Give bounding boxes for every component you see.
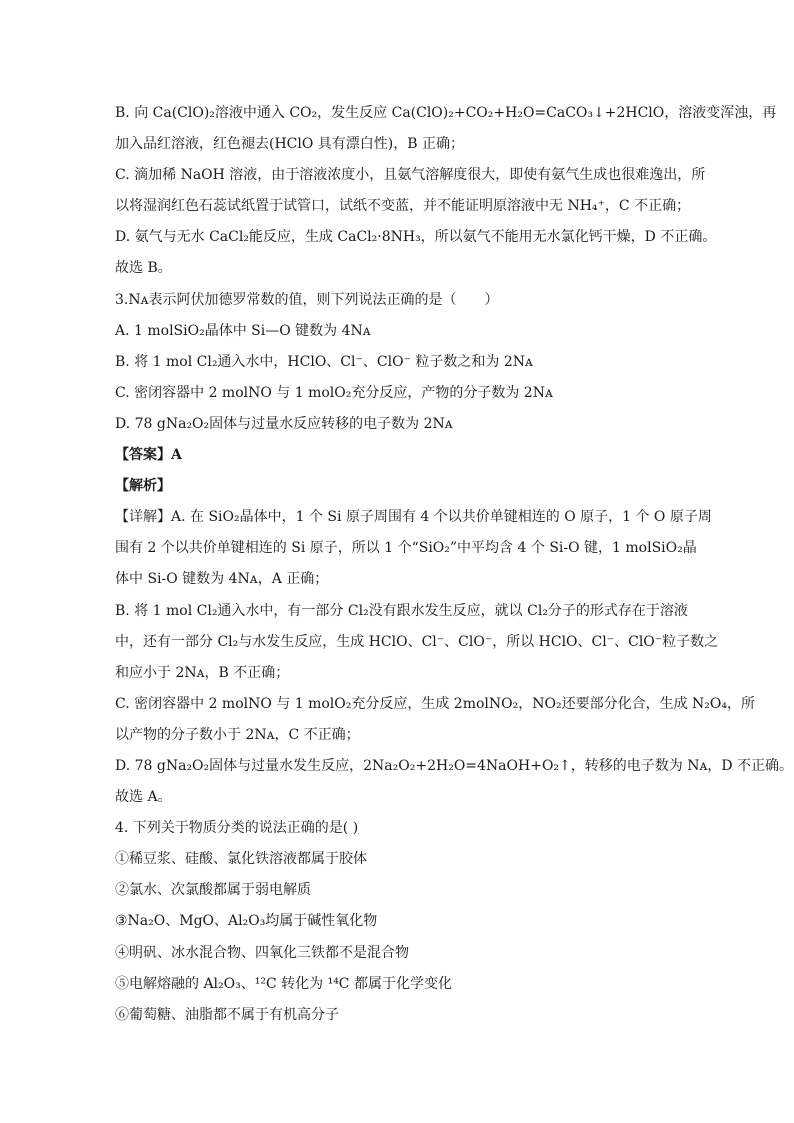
text-line: 以产物的分子数小于 2Nᴀ，C 不正确； — [115, 726, 360, 743]
text-line: B. 向 Ca(ClO)₂溶液中通入 CO₂，发生反应 Ca(ClO)₂+CO₂+H₂O=CaCO₃↓+2HClO，溶液变浑浊，再 — [115, 105, 777, 121]
question-3-option-b: B. 将 1 mol Cl₂通入水中，HClO、Cl⁻、ClO⁻ 粒子数之和为 2Nᴀ — [115, 353, 533, 370]
text-line: 加入品红溶液，红色褪去(HClO 具有漂白性)，B 正确； — [115, 136, 464, 153]
question-4-item-4: ④明矾、冰水混合物、四氧化三铁都不是混合物 — [115, 944, 409, 961]
text-line: B. 将 1 mol Cl₂通入水中，有一部分 Cl₂没有跟水发生反应，就以 Cl₂分子的形式存在于溶液 — [115, 602, 688, 619]
question-4-item-2: ②氯水、次氯酸都属于弱电解质 — [115, 882, 311, 899]
text-line: C. 滴加稀 NaOH 溶液，由于溶液浓度小，且氨气溶解度很大，即使有氨气生成也很难逸出，所 — [115, 167, 706, 184]
question-4-stem: 4. 下列关于物质分类的说法正确的是( ) — [115, 820, 359, 837]
answer-heading: 【答案】A — [115, 447, 182, 464]
question-3-option-c: C. 密闭容器中 2 molNO 与 1 molO₂充分反应，产物的分子数为 2Nᴀ — [115, 384, 553, 401]
question-3-stem: 3.Nᴀ表示阿伏加德罗常数的值，则下列说法正确的是（ ） — [115, 291, 499, 308]
text-line: D. 氨气与无水 CaCl₂能反应，生成 CaCl₂·8NH₃，所以氨气不能用无水氯化钙干燥，D 不正确。 — [115, 229, 717, 246]
question-3-option-a: A. 1 molSiO₂晶体中 Si—O 键数为 4Nᴀ — [115, 322, 371, 339]
analysis-heading: 【解析】 — [115, 478, 171, 495]
text-line: D. 78 gNa₂O₂固体与过量水发生反应，2Na₂O₂+2H₂O=4NaOH+O₂↑，转移的电子数为 Nᴀ，D 不正确。 — [115, 757, 794, 774]
text-line: 故选 B。 — [115, 260, 172, 277]
question-4-item-3: ③Na₂O、MgO、Al₂O₃均属于碱性氧化物 — [115, 913, 378, 930]
question-4-item-6: ⑥葡萄糖、油脂都不属于有机高分子 — [115, 1006, 339, 1023]
question-4-item-5: ⑤电解熔融的 Al₂O₃、¹²C 转化为 ¹⁴C 都属于化学变化 — [115, 975, 452, 992]
text-line: 【详解】A. 在 SiO₂晶体中，1 个 Si 原子周围有 4 个以共价单键相连的 O 原子，1 个 O 原子周 — [115, 509, 712, 526]
text-line: 中，还有一部分 Cl₂与水发生反应，生成 HClO、Cl⁻、ClO⁻，所以 HClO、Cl⁻、ClO⁻粒子数之 — [115, 633, 719, 650]
text-line: 故选 A。 — [115, 789, 172, 806]
text-line: 围有 2 个以共价单键相连的 Si 原子，所以 1 个“SiO₂”中平均含 4 个 Si-O 键，1 molSiO₂晶 — [115, 540, 697, 557]
text-line: 和应小于 2Nᴀ，B 不正确； — [115, 664, 290, 681]
text-line: C. 密闭容器中 2 molNO 与 1 molO₂充分反应，生成 2molNO₂，NO₂还要部分化合，生成 N₂O₄，所 — [115, 695, 755, 712]
document-page — [115, 98, 794, 1031]
question-3-option-d: D. 78 gNa₂O₂固体与过量水反应转移的电子数为 2Nᴀ — [115, 415, 453, 432]
text-line: 以将湿润红色石蕊试纸置于试管口，试纸不变蓝，并不能证明原溶液中无 NH₄⁺，C 不正确； — [115, 198, 691, 215]
question-4-item-1: ①稀豆浆、硅酸、氯化铁溶液都属于胶体 — [115, 851, 367, 868]
text-line: 体中 Si-O 键数为 4Nᴀ，A 正确； — [115, 571, 329, 588]
